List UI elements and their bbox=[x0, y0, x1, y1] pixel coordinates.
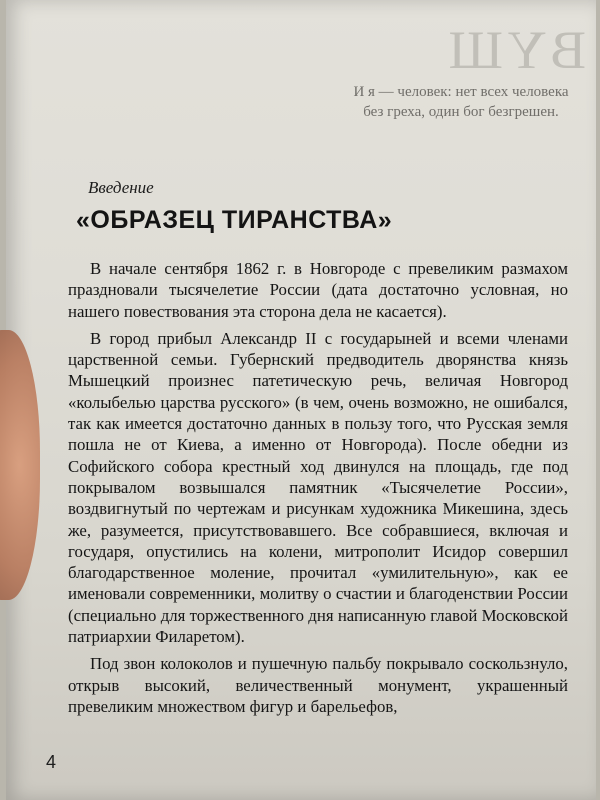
book-page bbox=[6, 0, 596, 800]
paragraph: Под звон колоколов и пушечную пальбу покрывало соскользнуло, открыв высокий, величественный монумент, украшенный превеликим множеством фигур и барельефов, bbox=[68, 654, 568, 716]
epigraph-line: без греха, один бог безгрешен. bbox=[363, 104, 559, 120]
paragraph: В начале сентября 1862 г. в Новгороде с превеликим размахом праздновали тысячелетие России (дата достаточно условная, но нашего повествования эта сторона дела не касается). bbox=[68, 259, 568, 321]
paragraph: В город прибыл Александр II с государыней и всеми членами царственной семьи. Губернский предводитель дворянства князь Мышецкий произнес патетическую речь, величая Новгород «колыбелью царства русского» (в чем, очень возможно, не ошибался, так как имеется достаточно данных в пользу того, что Русская земля пошла не от Киева, а именно от Новгорода). После обедни из Софийского собора крестный ход двинулся на площадь, где под покрывалом возвышался памятник «Тысячелетие России», воздвигнутый по чертежам и рисункам художника Микешина, здесь же, разумеется, присутствовавшего. Все собравшиеся, включая и государя, опустились на колени, митрополит Исидор совершил благодарственное моление, прочитал «умилительную», как ее именовали современники, молитву о счастии и благоденствии России (специально для торжественного дня написанную главой Московской патриархии Филаретом). bbox=[68, 328, 568, 647]
body-text bbox=[68, 258, 568, 723]
page-number: 4 bbox=[46, 752, 57, 772]
epigraph bbox=[341, 82, 581, 122]
epigraph-line: И я — человек: нет всех человека bbox=[353, 84, 569, 100]
chapter-title: «ОБРАЗЕЦ ТИРАНСТВА» bbox=[76, 206, 393, 234]
show-through-text: BYШ bbox=[444, 20, 586, 80]
section-label: Введение bbox=[88, 178, 154, 197]
